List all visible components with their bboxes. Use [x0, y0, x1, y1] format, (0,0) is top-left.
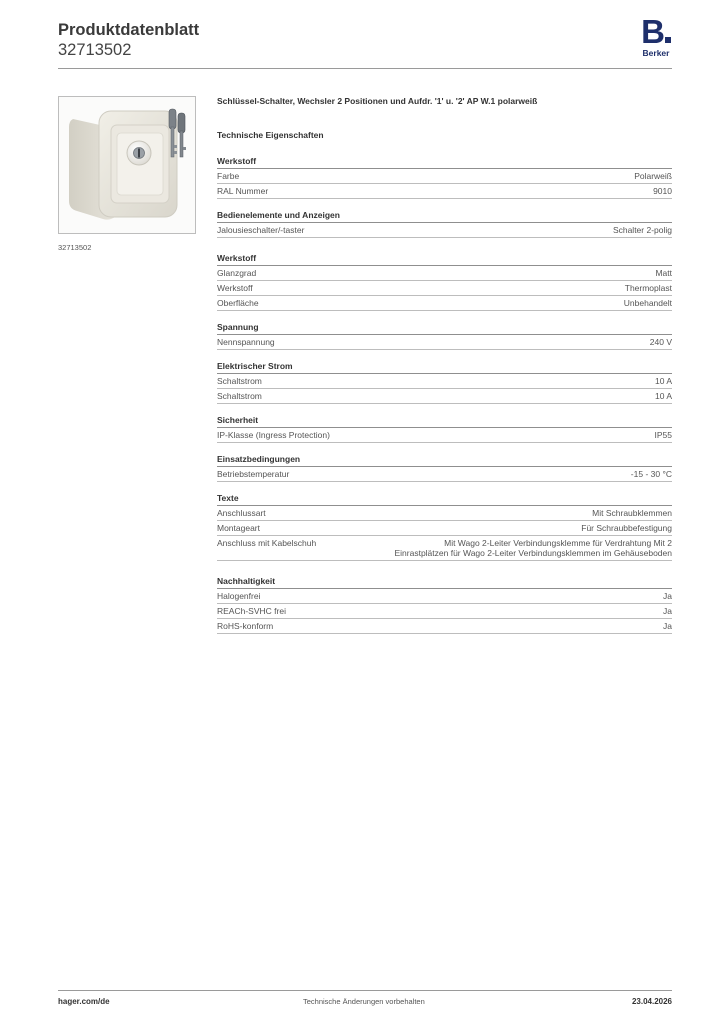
row-value: Für Schraubbefestigung: [581, 523, 672, 533]
section-title: Texte: [217, 493, 672, 506]
row-value: Schalter 2-polig: [612, 225, 672, 235]
row-label: Werkstoff: [217, 283, 253, 293]
row-value: Polarweiß: [634, 171, 672, 181]
section-spannung: [217, 322, 672, 350]
logo-letter: B: [640, 17, 672, 47]
section-nachhaltigkeit: [217, 576, 672, 634]
row-value: Mit Wago 2-Leiter Verbindungsklemme für Verdrahtung Mit 2 Einrastplätzen für Wago 2-Leiter Verbindungsklemmen im Gehäuseboden: [394, 538, 672, 558]
table-row: [217, 589, 672, 604]
row-label: Nennspannung: [217, 337, 275, 347]
section-einsatzbedingungen: [217, 454, 672, 482]
logo-dot: [665, 37, 671, 43]
row-label: REACh-SVHC frei: [217, 606, 286, 616]
row-label: Betriebstemperatur: [217, 469, 290, 479]
table-row: [217, 281, 672, 296]
table-row: [217, 521, 672, 536]
row-value: Ja: [663, 621, 672, 631]
row-label: Schaltstrom: [217, 376, 262, 386]
row-label: Jalousieschalter/-taster: [217, 225, 305, 235]
section-title: Sicherheit: [217, 415, 672, 428]
product-number: 32713502: [58, 41, 132, 59]
row-value: Mit Schraubklemmen: [592, 508, 672, 518]
section-title: Werkstoff: [217, 156, 672, 169]
row-label: Anschlussart: [217, 508, 266, 518]
row-value: 9010: [653, 186, 672, 196]
logo-brand: Berker: [642, 48, 670, 58]
footer-website: hager.com/de: [58, 997, 110, 1006]
row-label: Oberfläche: [217, 298, 259, 308]
row-value: 240 V: [649, 337, 672, 347]
page-title: Produktdatenblatt: [58, 21, 200, 39]
product-title: Schlüssel-Schalter, Wechsler 2 Positionen und Aufdr. '1' u. '2' AP W.1 polarweiß: [217, 96, 538, 106]
table-row: [217, 506, 672, 521]
row-value: 10 A: [654, 391, 672, 401]
technical-properties-heading: Technische Eigenschaften: [217, 130, 324, 140]
row-label: IP-Klasse (Ingress Protection): [217, 430, 330, 440]
row-value: Matt: [655, 268, 672, 278]
row-label: Halogenfrei: [217, 591, 261, 601]
row-value: 10 A: [654, 376, 672, 386]
table-row: [217, 604, 672, 619]
footer-disclaimer: Technische Änderungen vorbehalten: [303, 997, 425, 1006]
table-row: [217, 374, 672, 389]
berker-logo: [640, 13, 672, 58]
table-row: [217, 428, 672, 443]
section-bedienelemente: [217, 210, 672, 238]
row-value: Ja: [663, 606, 672, 616]
section-werkstoff: [217, 156, 672, 199]
footer-divider: [58, 990, 672, 991]
row-label: RoHS-konform: [217, 621, 274, 631]
table-row: [217, 296, 672, 311]
table-row: [217, 266, 672, 281]
table-row: [217, 169, 672, 184]
row-label: Schaltstrom: [217, 391, 262, 401]
table-row: [217, 389, 672, 404]
table-row: [217, 335, 672, 350]
row-label: Montageart: [217, 523, 260, 533]
section-werkstoff-2: [217, 253, 672, 311]
row-label: Glanzgrad: [217, 268, 257, 278]
row-value: Ja: [663, 591, 672, 601]
datasheet-content: [217, 96, 672, 634]
section-title: Elektrischer Strom: [217, 361, 672, 374]
row-label: Farbe: [217, 171, 240, 181]
section-texte: [217, 493, 672, 561]
page-header: [58, 13, 672, 70]
table-row: [217, 619, 672, 634]
row-value: IP55: [654, 430, 672, 440]
section-title: Werkstoff: [217, 253, 672, 266]
product-image: [58, 96, 196, 234]
table-row: [217, 223, 672, 238]
table-row: [217, 184, 672, 199]
table-row: [217, 467, 672, 482]
section-title: Bedienelemente und Anzeigen: [217, 210, 672, 223]
image-caption: 32713502: [58, 243, 92, 252]
row-value: Thermoplast: [624, 283, 672, 293]
row-value: Unbehandelt: [623, 298, 672, 308]
row-label: Anschluss mit Kabelschuh: [217, 538, 317, 548]
row-value: -15 - 30 °C: [630, 469, 672, 479]
section-elektrischer-strom: [217, 361, 672, 404]
table-row: [217, 536, 672, 561]
row-label: RAL Nummer: [217, 186, 269, 196]
key-switch-illustration: [59, 97, 196, 234]
header-divider: [58, 68, 672, 69]
footer-date: 23.04.2026: [631, 997, 672, 1006]
section-title: Nachhaltigkeit: [217, 576, 672, 589]
section-sicherheit: [217, 415, 672, 443]
section-title: Spannung: [217, 322, 672, 335]
section-title: Einsatzbedingungen: [217, 454, 672, 467]
